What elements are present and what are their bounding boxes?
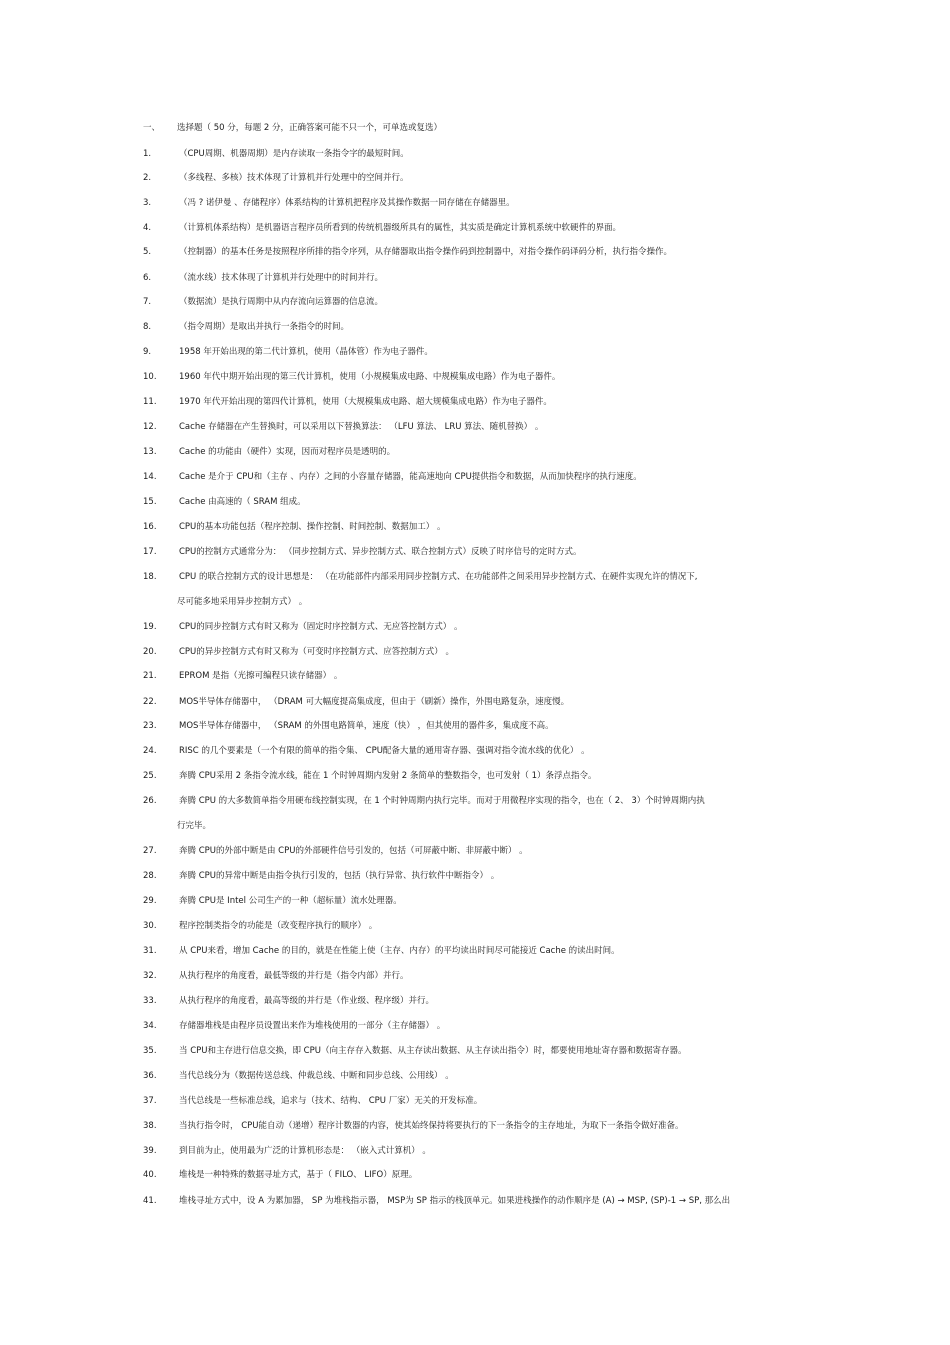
question-text: 堆栈寻址方式中，设 A 为累加器， SP 为堆栈指示器， MSP为 SP 指示的栈顶单元。如果进栈操作的动作顺序是 (A) → MSP, (SP)-1 → SP, 那么出 bbox=[179, 1196, 731, 1206]
question-text: （控制器）的基本任务是按照程序所排的指令序列，从存储器取出指令操作码到控制器中，对指令操作码译码分析，执行指令操作。 bbox=[179, 247, 673, 257]
question-number: 16. bbox=[143, 522, 157, 532]
question-text: 奔腾 CPU是 Intel 公司生产的一种（超标量）流水处理器。 bbox=[179, 896, 402, 906]
question-text: 从执行程序的角度看，最低等级的并行是（指令内部）并行。 bbox=[179, 971, 409, 981]
question-text: 奔腾 CPU的外部中断是由 CPU的外部硬件信号引发的，包括（可屏蔽中断、非屏蔽中断） 。 bbox=[179, 846, 528, 856]
question-text: CPU的异步控制方式有时又称为（可变时序控制方式、应答控制方式） 。 bbox=[179, 647, 454, 657]
question-number: 9. bbox=[143, 347, 152, 357]
question-number: 39. bbox=[143, 1146, 157, 1156]
question-text: （冯 ? 诺伊曼 、存储程序）体系结构的计算机把程序及其操作数据一同存储在存储器里。 bbox=[179, 198, 515, 208]
question-text-continued: 行完毕。 bbox=[177, 821, 212, 831]
question-number: 11. bbox=[143, 397, 157, 407]
question-number: 31. bbox=[143, 946, 157, 956]
question-number: 6. bbox=[143, 273, 152, 283]
question-text: 当执行指令时， CPU能自动（递增）程序计数器的内容，使其始终保持将要执行的下一条指令的主存地址，为取下一条指令做好准备。 bbox=[179, 1121, 684, 1131]
question-number: 14. bbox=[143, 472, 157, 482]
question-number: 10. bbox=[143, 372, 157, 382]
question-number: 19. bbox=[143, 622, 157, 632]
question-text: 程序控制类指令的功能是（改变程序执行的顺序） 。 bbox=[179, 921, 378, 931]
question-text: 存储器堆栈是由程序员设置出来作为堆栈使用的一部分（主存储器） 。 bbox=[179, 1021, 446, 1031]
question-text: （计算机体系结构）是机器语言程序员所看到的传统机器级所具有的属性，其实质是确定计算机系统中软硬件的界面。 bbox=[179, 223, 622, 233]
question-text: CPU的控制方式通常分为： （同步控制方式、异步控制方式、联合控制方式）反映了时序信号的定时方式。 bbox=[179, 547, 582, 557]
question-number: 28. bbox=[143, 871, 157, 881]
question-text: 堆栈是一种特殊的数据寻址方式，基于（ FILO、 LIFO）原理。 bbox=[179, 1170, 418, 1180]
question-number: 3. bbox=[143, 198, 152, 208]
question-text: （数据流）是执行周期中从内存流向运算器的信息流。 bbox=[179, 297, 384, 307]
question-number: 26. bbox=[143, 796, 157, 806]
question-number: 17. bbox=[143, 547, 157, 557]
section-number: 一、 bbox=[143, 123, 161, 133]
section-title: 选择题（ 50 分，每题 2 分，正确答案可能不只一个，可单选或复选） bbox=[177, 123, 443, 133]
question-text: 1958 年开始出现的第二代计算机，使用（晶体管）作为电子器件。 bbox=[179, 347, 433, 357]
question-number: 21. bbox=[143, 671, 157, 681]
question-number: 20. bbox=[143, 647, 157, 657]
section-heading bbox=[143, 121, 442, 133]
question-text: 1960 年代中期开始出现的第三代计算机，使用（小规模集成电路、中规模集成电路）作为电子器件。 bbox=[179, 372, 561, 382]
question-text: 当 CPU和主存进行信息交换，即 CPU（向主存存入数据、从主存读出数据、从主存读出指令）时，都要使用地址寄存器和数据寄存器。 bbox=[179, 1046, 687, 1056]
question-text: EPROM 是指（光擦可编程只读存储器） 。 bbox=[179, 671, 343, 681]
question-number: 2. bbox=[143, 173, 152, 183]
question-text: 1970 年代开始出现的第四代计算机，使用（大规模集成电路、超大规模集成电路）作为电子器件。 bbox=[179, 397, 552, 407]
question-number: 7. bbox=[143, 297, 152, 307]
question-text: CPU的同步控制方式有时又称为（固定时序控制方式、无应答控制方式） 。 bbox=[179, 622, 463, 632]
question-text: Cache 存储器在产生替换时，可以采用以下替换算法： （LFU 算法、 LRU 算法、随机替换） 。 bbox=[179, 422, 544, 432]
question-text: Cache 的功能由（硬件）实现，因而对程序员是透明的。 bbox=[179, 447, 396, 457]
question-number: 8. bbox=[143, 322, 152, 332]
question-text: 当代总线是一些标准总线，追求与（技术、结构、 CPU 厂家）无关的开发标准。 bbox=[179, 1096, 483, 1106]
question-text: 到目前为止，使用最为广泛的计算机形态是： （嵌入式计算机） 。 bbox=[179, 1146, 431, 1156]
question-number: 13. bbox=[143, 447, 157, 457]
question-number: 25. bbox=[143, 771, 157, 781]
question-number: 4. bbox=[143, 223, 152, 233]
question-number: 41. bbox=[143, 1196, 157, 1206]
question-number: 35. bbox=[143, 1046, 157, 1056]
question-text: （指令周期）是取出并执行一条指令的时间。 bbox=[179, 322, 350, 332]
question-text-continued: 尽可能多地采用异步控制方式） 。 bbox=[177, 597, 308, 607]
question-text: MOS半导体存储器中， （SRAM 的外围电路简单，速度（快） ，但其使用的器件多，集成度不高。 bbox=[179, 721, 554, 731]
question-number: 24. bbox=[143, 746, 157, 756]
question-text: 奔腾 CPU 的大多数简单指令用硬布线控制实现，在 1 个时钟周期内执行完毕。而对于用微程序实现的指令，也在（ 2、 3）个时钟周期内执 bbox=[179, 796, 705, 806]
question-text: CPU 的联合控制方式的设计思想是： （在功能部件内部采用同步控制方式、在功能部件之间采用异步控制方式、在硬件实现允许的情况下, bbox=[179, 572, 698, 582]
question-number: 27. bbox=[143, 846, 157, 856]
question-number: 40. bbox=[143, 1170, 157, 1180]
question-number: 36. bbox=[143, 1071, 157, 1081]
question-number: 12. bbox=[143, 422, 157, 432]
question-text: Cache 由高速的（ SRAM 组成。 bbox=[179, 497, 306, 507]
question-text: 奔腾 CPU的异常中断是由指令执行引发的，包括（执行异常、执行软件中断指令） 。 bbox=[179, 871, 500, 881]
question-number: 33. bbox=[143, 996, 157, 1006]
question-text: RISC 的几个要素是（一个有限的简单的指令集、 CPU配备大量的通用寄存器、强调对指令流水线的优化） 。 bbox=[179, 746, 590, 756]
question-number: 30. bbox=[143, 921, 157, 931]
question-number: 37. bbox=[143, 1096, 157, 1106]
question-text: 奔腾 CPU采用 2 条指令流水线，能在 1 个时钟周期内发射 2 条简单的整数指令，也可发射（ 1）条浮点指令。 bbox=[179, 771, 597, 781]
question-text: 从执行程序的角度看，最高等级的并行是（作业级、程序级）并行。 bbox=[179, 996, 435, 1006]
question-number: 5. bbox=[143, 247, 152, 257]
question-text: 从 CPU来看，增加 Cache 的目的，就是在性能上使（主存、内存）的平均读出时间尽可能接近 Cache 的读出时间。 bbox=[179, 946, 620, 956]
question-number: 1. bbox=[143, 149, 152, 159]
question-number: 38. bbox=[143, 1121, 157, 1131]
question-text: CPU的基本功能包括（程序控制、操作控制、时间控制、数据加工） 。 bbox=[179, 522, 446, 532]
question-text: （多线程、多核）技术体现了计算机并行处理中的空间并行。 bbox=[179, 173, 409, 183]
question-text: Cache 是介于 CPU和（主存 、内存）之间的小容量存储器，能高速地向 CPU提供指令和数据，从而加快程序的执行速度。 bbox=[179, 472, 642, 482]
question-text: （CPU周期、机器周期）是内存读取一条指令字的最短时间。 bbox=[179, 149, 409, 159]
question-number: 15. bbox=[143, 497, 157, 507]
question-number: 32. bbox=[143, 971, 157, 981]
question-number: 23. bbox=[143, 721, 157, 731]
question-number: 18. bbox=[143, 572, 157, 582]
question-number: 22. bbox=[143, 697, 157, 707]
question-text: 当代总线分为（数据传送总线、仲裁总线、中断和同步总线、公用线） 。 bbox=[179, 1071, 454, 1081]
question-text: MOS半导体存储器中， （DRAM 可大幅度提高集成度，但由于（刷新）操作，外围电路复杂，速度慢。 bbox=[179, 697, 570, 707]
question-text: （流水线）技术体现了计算机并行处理中的时间并行。 bbox=[179, 273, 384, 283]
question-number: 34. bbox=[143, 1021, 157, 1031]
question-number: 29. bbox=[143, 896, 157, 906]
